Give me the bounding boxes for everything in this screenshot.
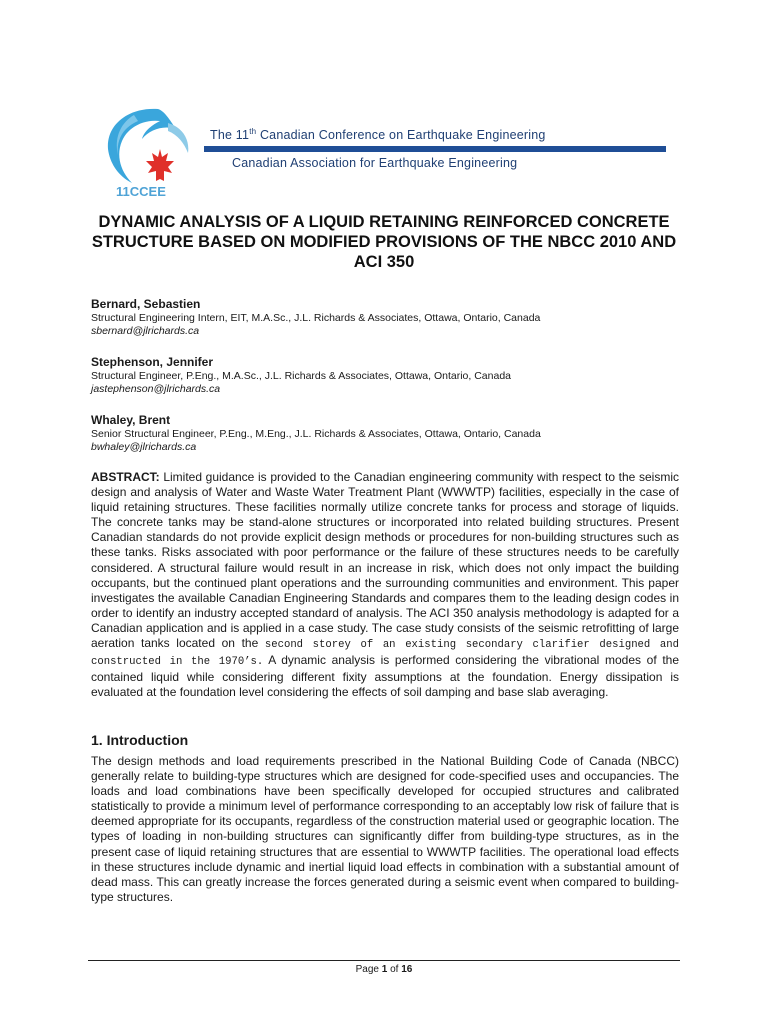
author-email: sbernard@jlrichards.ca	[91, 325, 200, 337]
introduction-text: The design methods and load requirements prescribed in the National Building Code of Canada (NBCC) generally relate to building-type structures which are designed for code-specified uses and occupancies. The loads and load combinations have been specifically developed for occupied structures and calibrated statistically to provide a minimum level of performance corresponding to an acceptably low risk of failure that is deemed appropriate for its occupants, regardless of the construction material used or geographic location. The types of loading in non-building structures can significantly differ from building-type structures, as in the present case of liquid retaining structures that are essential to WWWTP facilities. The operational load effects in these structures include dynamic and inertial liquid load effects in combination with a substantial amount of dead mass. This can greatly increase the forces generated during a seismic event when compared to building-type structures.	[91, 754, 679, 904]
abstract-text-mono: second storey of an existing secondary clarifier designed and constructed in the 1970’s.	[91, 639, 679, 669]
author-affiliation: Structural Engineer, P.Eng., M.A.Sc., J.L. Richards & Associates, Ottawa, Ontario, Canada	[91, 370, 512, 382]
author-name: Bernard, Sebastien	[91, 297, 201, 311]
abstract-label: ABSTRACT:	[91, 470, 160, 484]
logo-text: 11CCEE	[116, 184, 166, 199]
author-email: jastephenson@jlrichards.ca	[91, 383, 221, 395]
author-name: Whaley, Brent	[91, 413, 171, 427]
conference-title: The 11th Canadian Conference on Earthquake Engineering	[210, 127, 546, 143]
abstract-text: Limited guidance is provided to the Canadian engineering community with respect to the seismic design and analysis of Water and Waste Water Treatment Plant (WWWTP) facilities, especially in the case of liquid retaining structures. These facilities normally utilize concrete tanks for process and storage of liquids. The concrete tanks may be stand-alone structures or incorporated into related building structures. Present Canadian standards do not provide explicit design methods or procedures for non-building structures such as these tanks. Risks associated with poor performance or the failure of these structures needs to be carefully considered. A structural failure would result in an increase in risk, which does not only impact the building occupants, but the continued plant operations and the surrounding communities and environment. This paper investigates the available Canadian Engineering Standards and compares them to the leading design codes in order to identify an industry accepted standard of analysis. The ACI 350 analysis methodology is adapted for a Canadian application and is applied in a case study. The case study consists of the seismic retrofitting of large aeration tanks located on the	[91, 470, 679, 651]
abstract	[91, 470, 679, 700]
association-name: Canadian Association for Earthquake Engineering	[232, 156, 518, 170]
section-heading-introduction: 1. Introduction	[91, 732, 189, 748]
author-affiliation: Senior Structural Engineer, P.Eng., M.Eng., J.L. Richards & Associates, Ottawa, Ontario, Canada	[91, 428, 541, 440]
author-block	[91, 413, 691, 454]
page-number: 1	[381, 964, 388, 975]
paper-title: DYNAMIC ANALYSIS OF A LIQUID RETAINING REINFORCED CONCRETE STRUCTURE BASED ON MODIFIED PROVISIONS OF THE NBCC 2010 AND ACI 350	[91, 213, 677, 271]
header-divider-bar	[204, 146, 666, 152]
author-block	[91, 355, 691, 396]
page-total: 16	[401, 964, 413, 975]
page-footer: Page 1 of 16	[355, 964, 413, 975]
author-affiliation: Structural Engineering Intern, EIT, M.A.Sc., J.L. Richards & Associates, Ottawa, Ontario, Canada	[91, 312, 541, 324]
author-name: Stephenson, Jennifer	[91, 355, 214, 369]
footer-divider	[88, 960, 680, 961]
author-block	[91, 297, 691, 338]
author-email: bwhaley@jlrichards.ca	[91, 441, 197, 453]
abstract-text-end: A dynamic analysis is performed considering the vibrational modes of the contained liquid while considering different fixity assumptions at the foundation. Energy dissipation is evaluated at the foundation level considering the effects of soil damping and base slab averaging.	[91, 653, 679, 700]
